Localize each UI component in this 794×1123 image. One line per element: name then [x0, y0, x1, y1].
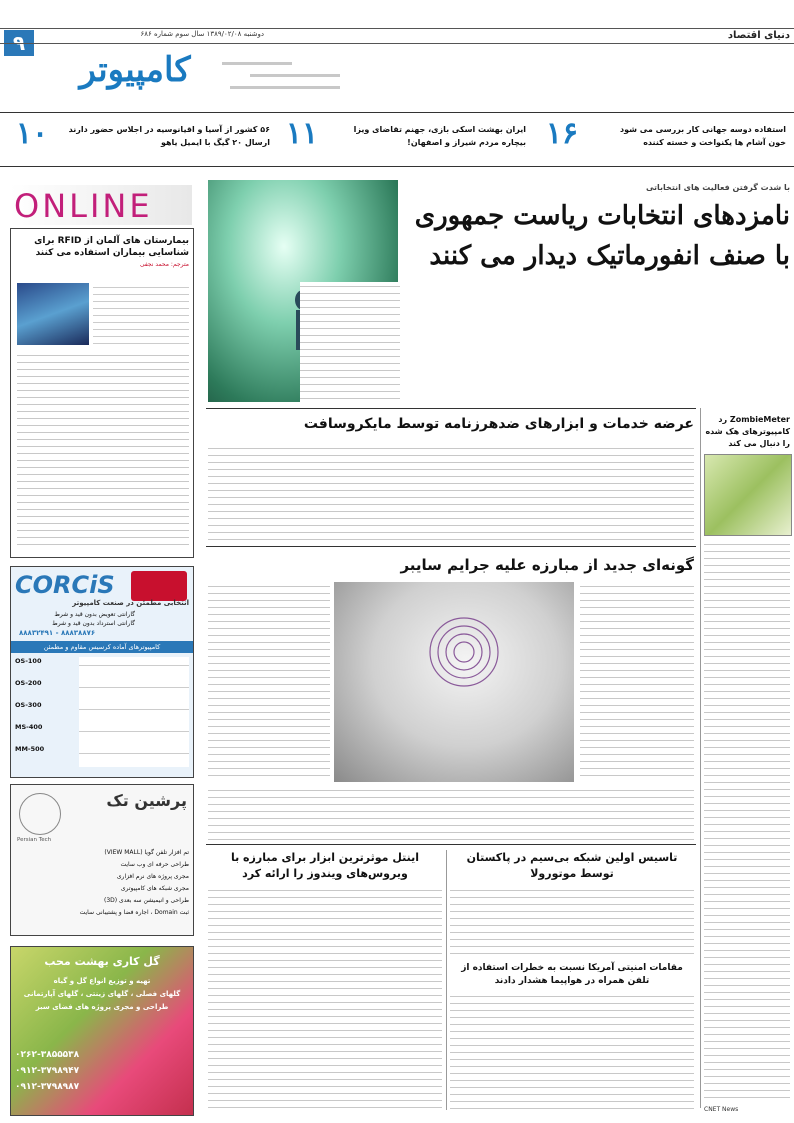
binary-decoration	[220, 58, 380, 94]
teaser-line: بیچاره مردم شیراز و اصفهان!	[407, 138, 526, 147]
intel-headline-1: اینتل موثرترین ابزار برای مبارزه با	[230, 851, 420, 864]
pakistan-headline-2: توسط موتورولا	[530, 867, 614, 880]
corcis-model: MS-400	[15, 723, 43, 731]
corcis-model: MM-500	[15, 745, 45, 753]
flowers-phone: ۰۲۶۲-۳۸۵۵۵۳۸	[15, 1050, 80, 1060]
service-item: طراحی و انیمیشن سه بعدی (3D)	[103, 897, 189, 904]
online-headline: بیمارستان های آلمان از RFID برای شناسایی بیماران استفاده می کنند	[34, 236, 189, 258]
ad-flowers[interactable]	[10, 946, 194, 1116]
pakistan-headline-1: تاسیس اولین شبکه بی‌سیم در پاکستان	[466, 851, 678, 864]
teaser-1[interactable]	[540, 116, 790, 158]
fingerprint-keyboard-photo	[334, 582, 574, 782]
flowers-line: تهیه و توزیع انواع گل و گیاه	[53, 977, 151, 985]
corcis-item: گارانتی تعویض بدون قید و شرط	[54, 611, 135, 618]
teaser-number: ۱۰	[15, 116, 49, 151]
corcis-tagline: انتخابی مطمئن در صنعت کامپیوتر	[72, 599, 189, 607]
cellular-headline-2: تلفن همراه در هواپیما هشدار دادند	[494, 976, 650, 986]
persian-tech-brand: پرشین تک	[106, 791, 187, 810]
teaser-3[interactable]	[10, 116, 272, 158]
teaser-2[interactable]	[280, 116, 530, 158]
corcis-model: OS-200	[15, 679, 42, 687]
teaser-number: ۱۱	[285, 116, 319, 151]
cyber-body-right	[580, 582, 694, 782]
cyber-body-bottom	[208, 786, 694, 840]
ad-corcis[interactable]	[10, 566, 194, 778]
date-line: دوشنبه ۱۳۸۹/۰۲/۰۸ سال سوم شماره ۶۸۶	[140, 30, 264, 38]
corcis-item: گارانتی استرداد بدون قید و شرط	[52, 620, 135, 627]
section-name: دنیای اقتصاد	[727, 30, 790, 41]
service-item: طراحی حرفه ای وب سایت	[120, 861, 189, 868]
online-source: مترجم: محمد نجفی	[139, 261, 189, 268]
online-body-text	[17, 351, 189, 551]
service-item: ثبت Domain ، اجاره فضا و پشتیبانی سایت	[79, 909, 189, 916]
zombie-body-text	[704, 540, 790, 1100]
cellular-body-text	[450, 992, 694, 1110]
zombie-screenshot	[704, 454, 792, 536]
microsoft-headline: عرضه خدمات و ابزارهای ضدهرزنامه توسط مایکروسافت	[303, 416, 694, 432]
persian-tech-services	[15, 847, 189, 919]
corcis-model: OS-100	[15, 657, 42, 665]
flowers-phone: ۰۹۱۲-۳۷۹۸۹۴۷	[15, 1066, 80, 1076]
flowers-phones	[15, 1047, 135, 1095]
teaser-line: ارسال ۲۰ گیگ با ایمیل یاهو	[160, 138, 270, 147]
flowers-line: گلهای فصلی ، گلهای زینتی ، گلهای آپارتمانی	[23, 990, 181, 998]
lead-body-text-2	[300, 282, 400, 402]
intel-body-text	[208, 886, 442, 1110]
service-item: تم افزار تلفن گویا (VIEW MALL)	[104, 849, 189, 856]
flowers-title: گل کاری بهشت محب	[44, 955, 160, 968]
page-title: کامپیوتر	[79, 50, 191, 90]
corcis-logo: CORCiS	[15, 571, 115, 599]
surgery-photo	[17, 283, 89, 345]
teaser-line: ایران بهشت اسکی بازی، جهنم تقاضای ویزا	[353, 125, 526, 134]
lead-body-text	[408, 282, 790, 402]
corcis-phone: ۸۸۸۳۲۴۹۱ - ۸۸۸۳۸۸۷۶	[19, 629, 96, 637]
binary-pattern-icon	[220, 58, 380, 94]
teaser-line: خون آشام ها یکنواخت و خسته کننده	[643, 138, 786, 147]
teaser-line: استفاده دوسه جهانی کار بررسی می شود	[620, 125, 786, 134]
teaser-number: ۱۶	[545, 116, 579, 151]
teaser-rule	[0, 166, 794, 167]
section-rule	[206, 546, 696, 547]
ad-persian-tech[interactable]	[10, 784, 194, 936]
corcis-logo-mark	[131, 571, 187, 601]
pakistan-body-text	[450, 886, 694, 956]
lead-headline-2: با صنف انفورماتیک دیدار می کنند	[429, 241, 790, 271]
service-item: مجری پروژه های نرم افزاری	[116, 873, 189, 880]
flowers-phone: ۰۹۱۲-۳۷۹۸۹۸۷	[15, 1082, 80, 1092]
service-item: مجری شبکه های کامپیوتری	[120, 885, 189, 892]
column-rule	[700, 408, 701, 1108]
corcis-subtitle: کامپیوترهای آماده کرسیس مقاوم و مطمئن	[11, 641, 193, 653]
persian-tech-logo-icon	[19, 793, 61, 835]
lead-kicker: با شدت گرفتن فعالیت های انتخاباتی	[645, 183, 790, 192]
online-banner	[10, 185, 192, 225]
column-rule	[446, 850, 447, 1110]
masthead-rule	[0, 112, 794, 113]
cnet-credit: CNET News	[704, 1106, 739, 1113]
flowers-line: طراحی و مجری پروژه های فضای سبز	[35, 1003, 169, 1011]
fingerprint-icon	[334, 582, 574, 782]
online-article[interactable]	[10, 228, 194, 558]
online-label: ONLINE	[14, 187, 153, 225]
page-number: ۹	[4, 30, 34, 56]
teaser-line: ۵۶ کشور از آسیا و اقیانوسیه در اجلاس حضور دارند	[68, 125, 270, 134]
section-rule	[206, 844, 696, 845]
lead-headline-1: نامزدهای انتخابات ریاست جمهوری	[414, 201, 790, 231]
cellular-headline-1: مقامات امنیتی آمریکا نسبت به خطرات استفاده از	[461, 963, 683, 973]
cyber-headline: گونه‌ای جدید از مبارزه علیه جرایم سایبر	[400, 556, 694, 574]
corcis-model: OS-300	[15, 701, 42, 709]
cyber-body-left	[208, 582, 330, 782]
section-rule	[206, 408, 696, 409]
persian-tech-sub: Persian Tech	[17, 837, 52, 843]
intel-headline-2: ویروس‌های ویندوز را ارائه کرد	[242, 867, 408, 880]
microsoft-body-text	[208, 444, 694, 540]
flowers-lines	[15, 975, 189, 1014]
zombie-headline: ZombieMeter رد کامپیوترهای هک شده را دنبال می کند	[705, 415, 790, 448]
online-body	[93, 283, 189, 347]
